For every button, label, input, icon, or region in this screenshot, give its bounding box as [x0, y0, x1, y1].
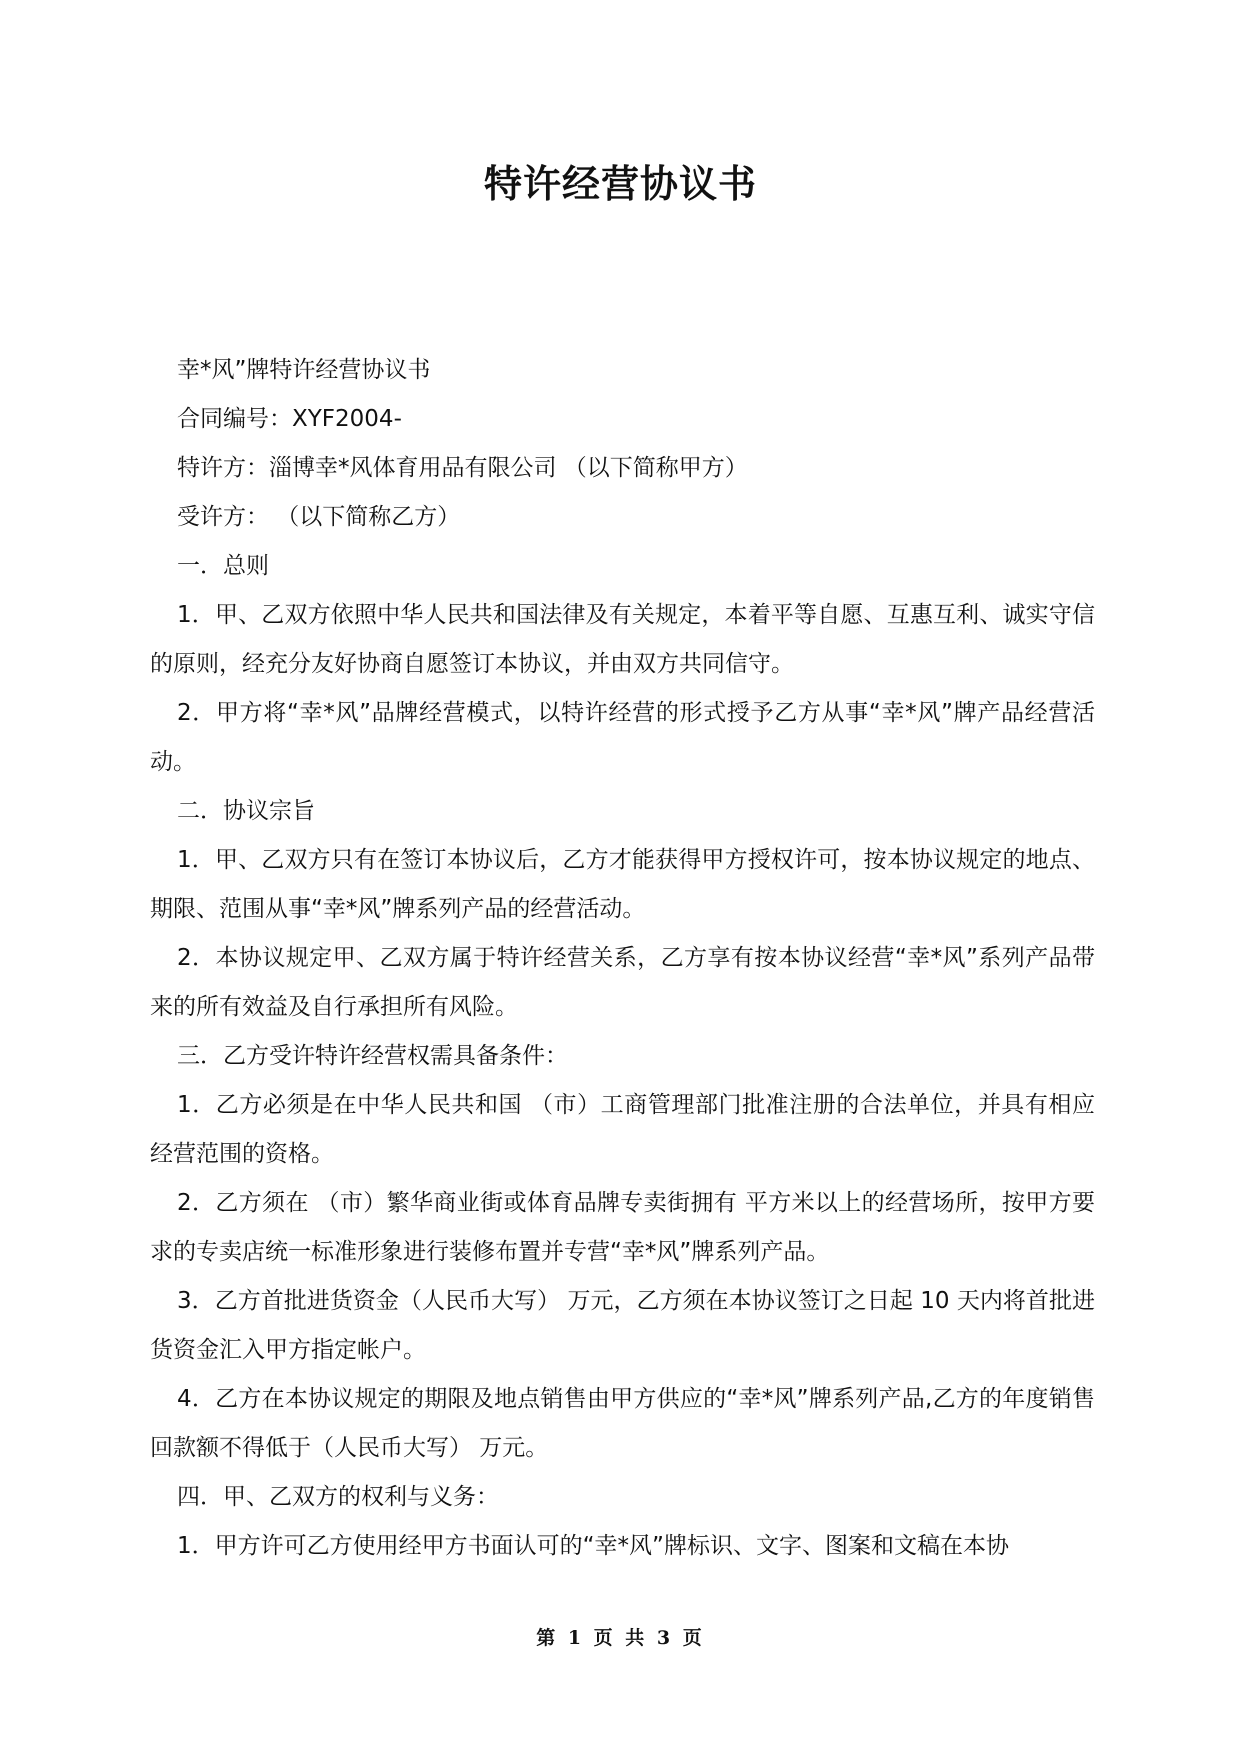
- paragraph: 2．乙方须在 （市）繁华商业街或体育品牌专卖街拥有 平方米以上的经营场所，按甲方要求的专卖店统一标准形象进行装修布置并专营“幸*风”牌系列产品。: [150, 1190, 1095, 1265]
- paragraph: 特许方：淄博幸*风体育用品有限公司 （以下简称甲方）: [177, 455, 748, 481]
- paragraph: 4．乙方在本协议规定的期限及地点销售由甲方供应的“幸*风”牌系列产品,乙方的年度销售回款额不得低于（人民币大写） 万元。: [150, 1386, 1095, 1461]
- paragraph: 2．本协议规定甲、乙双方属于特许经营关系，乙方享有按本协议经营“幸*风”系列产品带来的所有效益及自行承担所有风险。: [150, 945, 1095, 1020]
- paragraph: 3．乙方首批进货资金（人民币大写） 万元，乙方须在本协议签订之日起 10 天内将首批进货资金汇入甲方指定帐户。: [150, 1288, 1095, 1363]
- paragraph: 幸*风”牌特许经营协议书: [177, 357, 431, 383]
- paragraph: 受许方： （以下简称乙方）: [177, 504, 461, 530]
- paragraph: 1．甲方许可乙方使用经甲方书面认可的“幸*风”牌标识、文字、图案和文稿在本协: [177, 1533, 1009, 1559]
- document-title: 特许经营协议书: [483, 162, 757, 206]
- paragraph: 合同编号：XYF2004-: [177, 406, 402, 432]
- section-heading: 三．乙方受许特许经营权需具备条件：: [177, 1043, 568, 1069]
- section-heading: 二．协议宗旨: [177, 798, 315, 824]
- paragraph: 1．甲、乙双方依照中华人民共和国法律及有关规定，本着平等自愿、互惠互利、诚实守信的原则，经充分友好协商自愿签订本协议，并由双方共同信守。: [150, 602, 1095, 677]
- paragraph: 2．甲方将“幸*风”品牌经营模式，以特许经营的形式授予乙方从事“幸*风”牌产品经营活动。: [150, 700, 1095, 775]
- page-footer: 第 1 页 共 3 页: [536, 1627, 705, 1649]
- section-heading: 四．甲、乙双方的权利与义务：: [177, 1484, 499, 1510]
- paragraph: 1．乙方必须是在中华人民共和国 （市）工商管理部门批准注册的合法单位，并具有相应经营范围的资格。: [150, 1092, 1095, 1167]
- document-body: [150, 346, 1095, 1571]
- section-heading: 一．总则: [177, 553, 269, 579]
- paragraph: 1．甲、乙双方只有在签订本协议后，乙方才能获得甲方授权许可，按本协议规定的地点、期限、范围从事“幸*风”牌系列产品的经营活动。: [150, 847, 1095, 922]
